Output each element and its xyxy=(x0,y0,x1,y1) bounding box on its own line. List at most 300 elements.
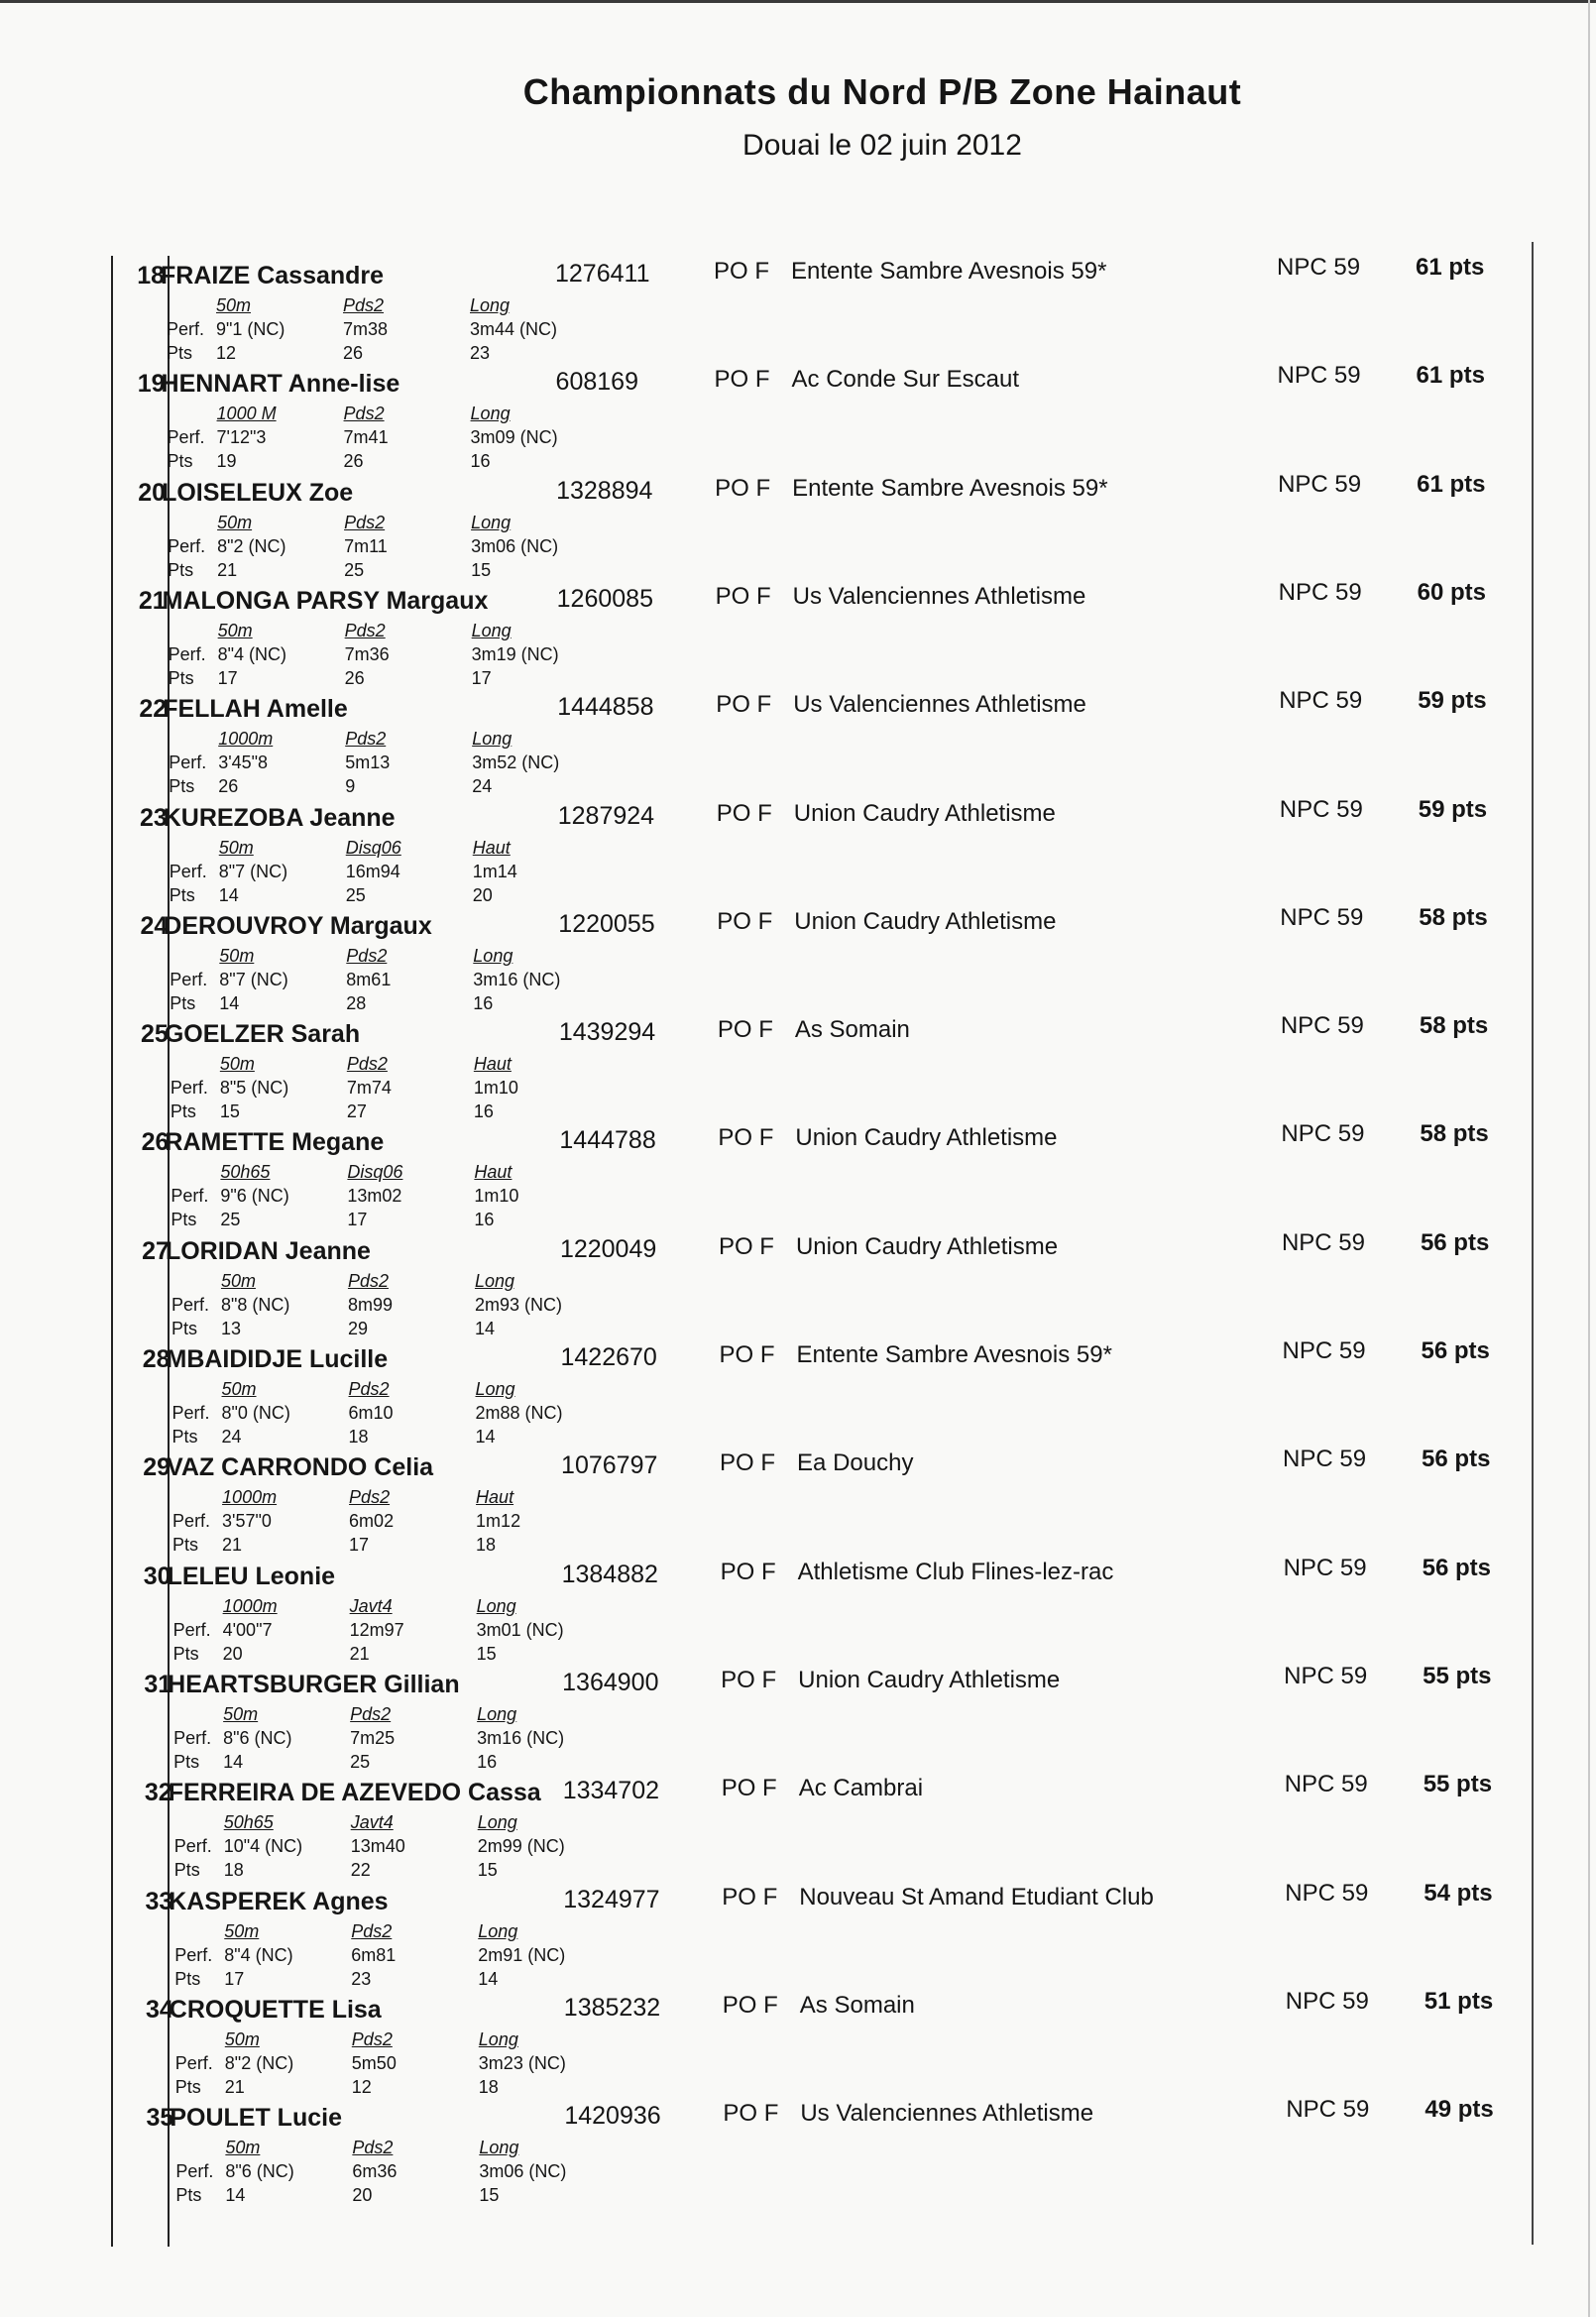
row-label: Perf. xyxy=(171,1403,210,1423)
category: PO F xyxy=(714,258,770,285)
rank-number: 23 xyxy=(139,803,168,832)
event-points: 9 xyxy=(345,776,356,797)
event-points: 27 xyxy=(346,1101,367,1122)
event-detail-table xyxy=(168,511,584,582)
result-entry xyxy=(5,1225,1596,1338)
result-entry xyxy=(6,1442,1596,1556)
event-name: Long xyxy=(477,1812,517,1833)
event-performance: 3m06 (NC) xyxy=(479,2161,567,2182)
result-entry xyxy=(4,1008,1596,1122)
total-points: 59 pts xyxy=(1418,795,1488,823)
event-points: 23 xyxy=(351,1968,372,1989)
row-label: Pts xyxy=(167,343,193,363)
league-code: NPC 59 xyxy=(1284,1662,1368,1689)
row-label: Pts xyxy=(171,1210,197,1230)
event-name: Long xyxy=(477,1703,517,1724)
league-code: NPC 59 xyxy=(1283,1554,1367,1581)
row-label: Pts xyxy=(171,1318,197,1338)
category: PO F xyxy=(717,1016,773,1044)
event-points: 17 xyxy=(224,1968,245,1989)
result-entry xyxy=(3,900,1596,1013)
event-performance: 16m94 xyxy=(345,861,400,881)
detail-row xyxy=(172,1377,589,1401)
league-code: NPC 59 xyxy=(1280,1012,1364,1040)
athlete-name: KUREZOBA Jeanne xyxy=(163,803,396,832)
licence-number: 1328894 xyxy=(556,476,653,505)
total-points: 60 pts xyxy=(1417,578,1487,606)
league-code: NPC 59 xyxy=(1278,578,1362,606)
row-label: Pts xyxy=(174,1968,201,1989)
event-points: 21 xyxy=(217,559,238,580)
event-name: 50h65 xyxy=(223,1812,274,1833)
event-points: 25 xyxy=(344,559,365,580)
event-points: 15 xyxy=(219,1101,240,1122)
row-label: Pts xyxy=(169,776,195,797)
event-points: 15 xyxy=(471,559,492,580)
event-performance: 8"6 (NC) xyxy=(223,1727,292,1748)
detail-row xyxy=(171,1269,588,1293)
athlete-name: MBAIDIDJE Lucille xyxy=(166,1345,389,1373)
category: PO F xyxy=(720,1449,776,1477)
event-performance: 3m44 (NC) xyxy=(470,319,558,339)
total-points: 58 pts xyxy=(1419,903,1488,931)
event-points: 16 xyxy=(477,1751,498,1772)
rank-number: 27 xyxy=(142,1236,170,1265)
event-name: Long xyxy=(471,512,512,532)
row-label: Perf. xyxy=(175,2161,214,2182)
event-name: 50m xyxy=(225,2138,261,2158)
detail-row xyxy=(167,293,583,317)
row-label: Perf. xyxy=(170,969,208,989)
event-points: 26 xyxy=(218,776,239,797)
event-name: 1000m xyxy=(222,1487,278,1508)
rank-number: 31 xyxy=(144,1670,172,1698)
event-performance: 8"2 (NC) xyxy=(224,2052,294,2073)
event-name: Long xyxy=(471,620,512,640)
page-subtitle: Douai le 02 juin 2012 xyxy=(742,129,1022,162)
event-points: 16 xyxy=(474,1210,495,1230)
event-points: 14 xyxy=(225,2185,246,2206)
page-title: Championnats du Nord P/B Zone Hainaut xyxy=(522,71,1242,112)
total-points: 51 pts xyxy=(1424,1987,1494,2015)
event-points: 18 xyxy=(476,1535,497,1556)
league-code: NPC 59 xyxy=(1284,1771,1368,1798)
rank-number: 35 xyxy=(146,2104,174,2133)
event-name: Javt4 xyxy=(350,1812,394,1833)
event-name: 50m xyxy=(219,945,255,966)
event-points: 26 xyxy=(343,343,364,363)
row-label: Perf. xyxy=(174,2052,213,2073)
category: PO F xyxy=(721,1666,777,1693)
event-performance: 8"8 (NC) xyxy=(220,1294,290,1315)
detail-row xyxy=(174,1810,591,1834)
event-performance: 7m11 xyxy=(344,535,388,556)
event-name: Pds2 xyxy=(344,620,386,640)
detail-row xyxy=(168,402,584,425)
result-entry xyxy=(0,250,1596,363)
row-label: Pts xyxy=(170,1101,196,1122)
event-detail-table xyxy=(170,836,586,907)
row-label: Pts xyxy=(175,2185,202,2206)
event-performance: 3m01 (NC) xyxy=(476,1619,564,1640)
event-performance: 8"7 (NC) xyxy=(219,969,288,989)
athlete-name: LOISELEUX Zoe xyxy=(162,478,354,507)
detail-row xyxy=(171,1293,588,1317)
detail-row xyxy=(172,1401,589,1425)
event-points: 25 xyxy=(350,1751,371,1772)
event-name: 50m xyxy=(220,1270,256,1291)
event-performance: 3m06 (NC) xyxy=(471,535,559,556)
rank-number: 21 xyxy=(138,586,167,615)
event-name: Pds2 xyxy=(344,512,386,532)
row-label: Pts xyxy=(171,1427,198,1447)
rank-number: 25 xyxy=(141,1020,169,1049)
league-code: NPC 59 xyxy=(1283,1446,1367,1473)
event-name: Long xyxy=(476,1595,516,1616)
club-name: Union Caudry Athletisme xyxy=(798,1666,1061,1693)
category: PO F xyxy=(723,2100,779,2128)
row-label: Perf. xyxy=(167,427,205,448)
league-code: NPC 59 xyxy=(1282,1337,1366,1364)
row-label: Pts xyxy=(173,1751,200,1772)
total-points: 58 pts xyxy=(1420,1120,1489,1148)
event-points: 17 xyxy=(217,667,238,688)
detail-row xyxy=(172,1509,589,1533)
event-performance: 12m97 xyxy=(349,1619,404,1640)
row-label: Pts xyxy=(167,451,193,472)
event-performance: 5m13 xyxy=(345,753,391,773)
detail-row xyxy=(172,1485,589,1509)
event-performance: 2m88 (NC) xyxy=(475,1403,563,1423)
category: PO F xyxy=(718,1232,774,1260)
result-entry xyxy=(9,2092,1596,2206)
detail-row xyxy=(173,1726,590,1750)
event-points: 18 xyxy=(223,1860,244,1881)
event-points: 20 xyxy=(472,884,493,905)
event-points: 18 xyxy=(478,2076,499,2097)
event-name: 1000m xyxy=(222,1595,278,1616)
event-detail-table xyxy=(172,1485,589,1557)
result-entry xyxy=(4,1116,1596,1230)
detail-row xyxy=(171,1076,587,1100)
event-detail-table xyxy=(173,1594,590,1666)
rank-number: 29 xyxy=(143,1453,171,1482)
event-performance: 7m38 xyxy=(343,319,389,339)
event-points: 14 xyxy=(218,884,239,905)
event-detail-table xyxy=(168,402,584,473)
event-performance: 3'45"8 xyxy=(218,753,269,773)
result-entry xyxy=(1,467,1596,580)
row-label: Pts xyxy=(174,2076,201,2097)
event-performance: 9"1 (NC) xyxy=(216,319,285,339)
licence-number: 1287924 xyxy=(557,801,655,830)
rank-number: 22 xyxy=(139,695,168,724)
row-label: Pts xyxy=(173,1860,200,1881)
event-performance: 1m14 xyxy=(472,861,517,881)
detail-row xyxy=(169,619,585,642)
rank-number: 30 xyxy=(143,1562,171,1590)
event-name: 50m xyxy=(221,1379,257,1399)
event-name: Long xyxy=(470,404,511,424)
event-name: 50m xyxy=(224,2028,260,2049)
event-performance: 4'00"7 xyxy=(222,1619,273,1640)
total-points: 49 pts xyxy=(1425,2096,1494,2124)
row-label: Perf. xyxy=(172,1619,211,1640)
event-performance: 7m25 xyxy=(350,1727,396,1748)
rank-number: 19 xyxy=(137,370,166,399)
result-entry xyxy=(8,1876,1596,1989)
licence-number: 1444788 xyxy=(559,1126,656,1155)
result-entry xyxy=(3,792,1596,905)
result-entry xyxy=(6,1333,1596,1447)
league-code: NPC 59 xyxy=(1277,362,1361,390)
result-entry xyxy=(7,1551,1596,1664)
event-name: Disq06 xyxy=(345,837,401,858)
event-performance: 3m19 (NC) xyxy=(471,643,559,664)
event-detail-table xyxy=(174,1810,591,1882)
detail-row xyxy=(175,2136,592,2159)
detail-row xyxy=(171,1052,587,1076)
detail-row xyxy=(168,425,584,449)
detail-row xyxy=(175,2051,592,2075)
event-points: 12 xyxy=(216,343,237,363)
event-name: Long xyxy=(472,729,513,750)
event-points: 14 xyxy=(219,992,240,1013)
event-detail-table xyxy=(173,1702,590,1774)
event-points: 26 xyxy=(344,667,365,688)
category: PO F xyxy=(716,691,772,719)
event-performance: 3'57"0 xyxy=(222,1511,272,1532)
athlete-name: RAMETTE Megane xyxy=(165,1128,385,1157)
event-points: 17 xyxy=(471,667,492,688)
total-points: 56 pts xyxy=(1422,1446,1491,1473)
row-label: Perf. xyxy=(171,1294,209,1315)
licence-number: 1439294 xyxy=(558,1018,656,1047)
club-name: Ac Cambrai xyxy=(798,1775,924,1802)
event-points: 15 xyxy=(477,1860,498,1881)
detail-row xyxy=(175,2027,592,2051)
event-name: Pds2 xyxy=(346,945,388,966)
event-name: Pds2 xyxy=(349,1487,391,1508)
row-label: Perf. xyxy=(168,643,206,664)
event-points: 15 xyxy=(476,1643,497,1664)
club-name: Us Valenciennes Athletisme xyxy=(800,2100,1094,2128)
league-code: NPC 59 xyxy=(1281,1228,1365,1256)
category: PO F xyxy=(722,1883,778,1911)
rank-number: 32 xyxy=(144,1779,172,1807)
event-points: 26 xyxy=(343,451,364,472)
detail-row xyxy=(171,1160,587,1184)
total-points: 56 pts xyxy=(1420,1228,1490,1256)
club-name: Ea Douchy xyxy=(797,1449,914,1477)
event-name: Pds2 xyxy=(350,1703,392,1724)
event-name: Pds2 xyxy=(346,1054,388,1075)
club-name: Union Caudry Athletisme xyxy=(794,907,1057,935)
event-name: 50m xyxy=(216,295,252,315)
athlete-name: HENNART Anne-lise xyxy=(161,370,400,399)
event-performance: 8"7 (NC) xyxy=(218,861,288,881)
league-code: NPC 59 xyxy=(1286,2096,1370,2124)
event-points: 20 xyxy=(222,1643,243,1664)
detail-row xyxy=(167,317,583,341)
detail-row xyxy=(170,968,586,991)
athlete-name: CROQUETTE Lisa xyxy=(169,1995,382,2024)
row-label: Perf. xyxy=(169,753,207,773)
result-entry xyxy=(2,683,1596,797)
event-detail-table xyxy=(167,293,583,365)
category: PO F xyxy=(714,366,770,394)
event-name: Pds2 xyxy=(351,1920,393,1941)
row-label: Pts xyxy=(168,559,194,580)
club-name: Union Caudry Athletisme xyxy=(795,1232,1059,1260)
row-label: Perf. xyxy=(173,1727,212,1748)
event-points: 13 xyxy=(220,1318,241,1338)
event-points: 25 xyxy=(220,1210,241,1230)
league-code: NPC 59 xyxy=(1285,1879,1369,1907)
rank-number: 34 xyxy=(145,1995,173,2024)
event-performance: 10"4 (NC) xyxy=(223,1836,303,1857)
event-name: Haut xyxy=(476,1487,514,1508)
category: PO F xyxy=(716,799,772,827)
event-performance: 9"6 (NC) xyxy=(220,1186,289,1207)
event-detail-table xyxy=(171,1160,587,1231)
event-points: 21 xyxy=(222,1535,243,1556)
club-name: Union Caudry Athletisme xyxy=(793,799,1056,827)
event-performance: 3m23 (NC) xyxy=(478,2052,566,2073)
event-name: 50m xyxy=(223,1703,259,1724)
row-label: Pts xyxy=(169,884,195,905)
athlete-name: HEARTSBURGER Gillian xyxy=(168,1670,460,1698)
club-name: Entente Sambre Avesnois 59* xyxy=(792,474,1108,502)
event-points: 19 xyxy=(216,451,237,472)
event-name: Pds2 xyxy=(343,404,385,424)
event-detail-table xyxy=(172,1377,589,1448)
event-performance: 6m10 xyxy=(348,1403,394,1423)
league-code: NPC 59 xyxy=(1285,1987,1369,2015)
total-points: 61 pts xyxy=(1416,254,1485,281)
event-points: 14 xyxy=(223,1751,244,1772)
event-points: 25 xyxy=(345,884,366,905)
event-points: 17 xyxy=(347,1210,368,1230)
league-code: NPC 59 xyxy=(1279,687,1363,715)
licence-number: 1260085 xyxy=(556,584,653,613)
athlete-name: FELLAH Amelle xyxy=(163,695,348,724)
event-name: 50m xyxy=(218,837,254,858)
row-label: Perf. xyxy=(172,1511,211,1532)
category: PO F xyxy=(721,1775,777,1802)
event-detail-table xyxy=(171,1052,587,1123)
event-name: Long xyxy=(474,1270,514,1291)
detail-row xyxy=(174,1919,591,1943)
athlete-name: LELEU Leonie xyxy=(167,1562,336,1590)
event-points: 24 xyxy=(472,776,493,797)
licence-number: 1334702 xyxy=(562,1777,660,1805)
athlete-name: GOELZER Sarah xyxy=(164,1020,361,1049)
licence-number: 1422670 xyxy=(560,1343,657,1371)
detail-row xyxy=(169,751,585,774)
rank-number: 28 xyxy=(142,1345,171,1373)
detail-row xyxy=(169,642,585,666)
event-name: Disq06 xyxy=(347,1162,403,1183)
event-performance: 1m10 xyxy=(473,1078,518,1099)
event-detail-table xyxy=(175,2136,592,2207)
total-points: 59 pts xyxy=(1418,687,1487,715)
total-points: 56 pts xyxy=(1421,1337,1490,1364)
event-name: Long xyxy=(470,295,511,315)
event-name: Long xyxy=(473,945,513,966)
athlete-name: VAZ CARRONDO Celia xyxy=(167,1453,434,1482)
category: PO F xyxy=(722,1991,778,2019)
event-name: Pds2 xyxy=(348,1379,390,1399)
event-points: 16 xyxy=(473,992,494,1013)
licence-number: 1220055 xyxy=(558,909,655,938)
event-performance: 8"4 (NC) xyxy=(217,643,287,664)
detail-row xyxy=(175,2183,592,2207)
event-name: 1000m xyxy=(218,729,274,750)
row-label: Perf. xyxy=(168,535,206,556)
club-name: Athletisme Club Flines-lez-rac xyxy=(797,1558,1114,1585)
athlete-name: MALONGA PARSY Margaux xyxy=(162,586,489,615)
event-points: 29 xyxy=(347,1318,368,1338)
event-name: Pds2 xyxy=(343,295,385,315)
club-name: Nouveau St Amand Etudiant Club xyxy=(799,1883,1154,1911)
event-points: 17 xyxy=(349,1535,370,1556)
event-performance: 6m36 xyxy=(352,2161,398,2182)
club-name: As Somain xyxy=(794,1016,910,1044)
total-points: 61 pts xyxy=(1416,362,1485,390)
athlete-name: KASPEREK Agnes xyxy=(169,1887,389,1915)
event-name: Haut xyxy=(473,1054,512,1075)
league-code: NPC 59 xyxy=(1279,795,1363,823)
detail-row xyxy=(173,1594,590,1618)
row-label: Pts xyxy=(168,667,194,688)
athlete-name: FRAIZE Cassandre xyxy=(161,262,385,290)
event-name: Long xyxy=(478,1920,518,1941)
detail-row xyxy=(173,1618,590,1642)
event-points: 22 xyxy=(350,1860,371,1881)
total-points: 58 pts xyxy=(1419,1012,1489,1040)
detail-row xyxy=(170,860,586,883)
event-points: 18 xyxy=(348,1427,369,1447)
detail-row xyxy=(168,511,584,534)
event-performance: 3m16 (NC) xyxy=(477,1727,565,1748)
league-code: NPC 59 xyxy=(1280,903,1364,931)
event-points: 14 xyxy=(474,1318,495,1338)
row-label: Perf. xyxy=(171,1186,209,1207)
event-name: 50h65 xyxy=(220,1162,271,1183)
league-code: NPC 59 xyxy=(1277,254,1361,281)
detail-row xyxy=(168,534,584,558)
event-performance: 7m74 xyxy=(346,1078,392,1099)
club-name: As Somain xyxy=(799,1991,915,2019)
athlete-name: POULET Lucie xyxy=(170,2104,342,2133)
event-performance: 8m61 xyxy=(346,969,392,989)
club-name: Ac Conde Sur Escaut xyxy=(791,366,1019,394)
detail-row xyxy=(169,727,585,751)
club-name: Union Caudry Athletisme xyxy=(795,1124,1058,1152)
rank-number: 24 xyxy=(140,911,169,940)
category: PO F xyxy=(715,474,771,502)
event-name: 50m xyxy=(217,512,253,532)
row-label: Pts xyxy=(172,1535,199,1556)
event-points: 16 xyxy=(473,1101,494,1122)
licence-number: 1220049 xyxy=(559,1234,657,1263)
licence-number: 1420936 xyxy=(564,2102,661,2131)
event-performance: 1m12 xyxy=(476,1511,521,1532)
event-performance: 6m02 xyxy=(349,1511,395,1532)
event-performance: 3m09 (NC) xyxy=(470,427,558,448)
event-name: Haut xyxy=(474,1162,513,1183)
